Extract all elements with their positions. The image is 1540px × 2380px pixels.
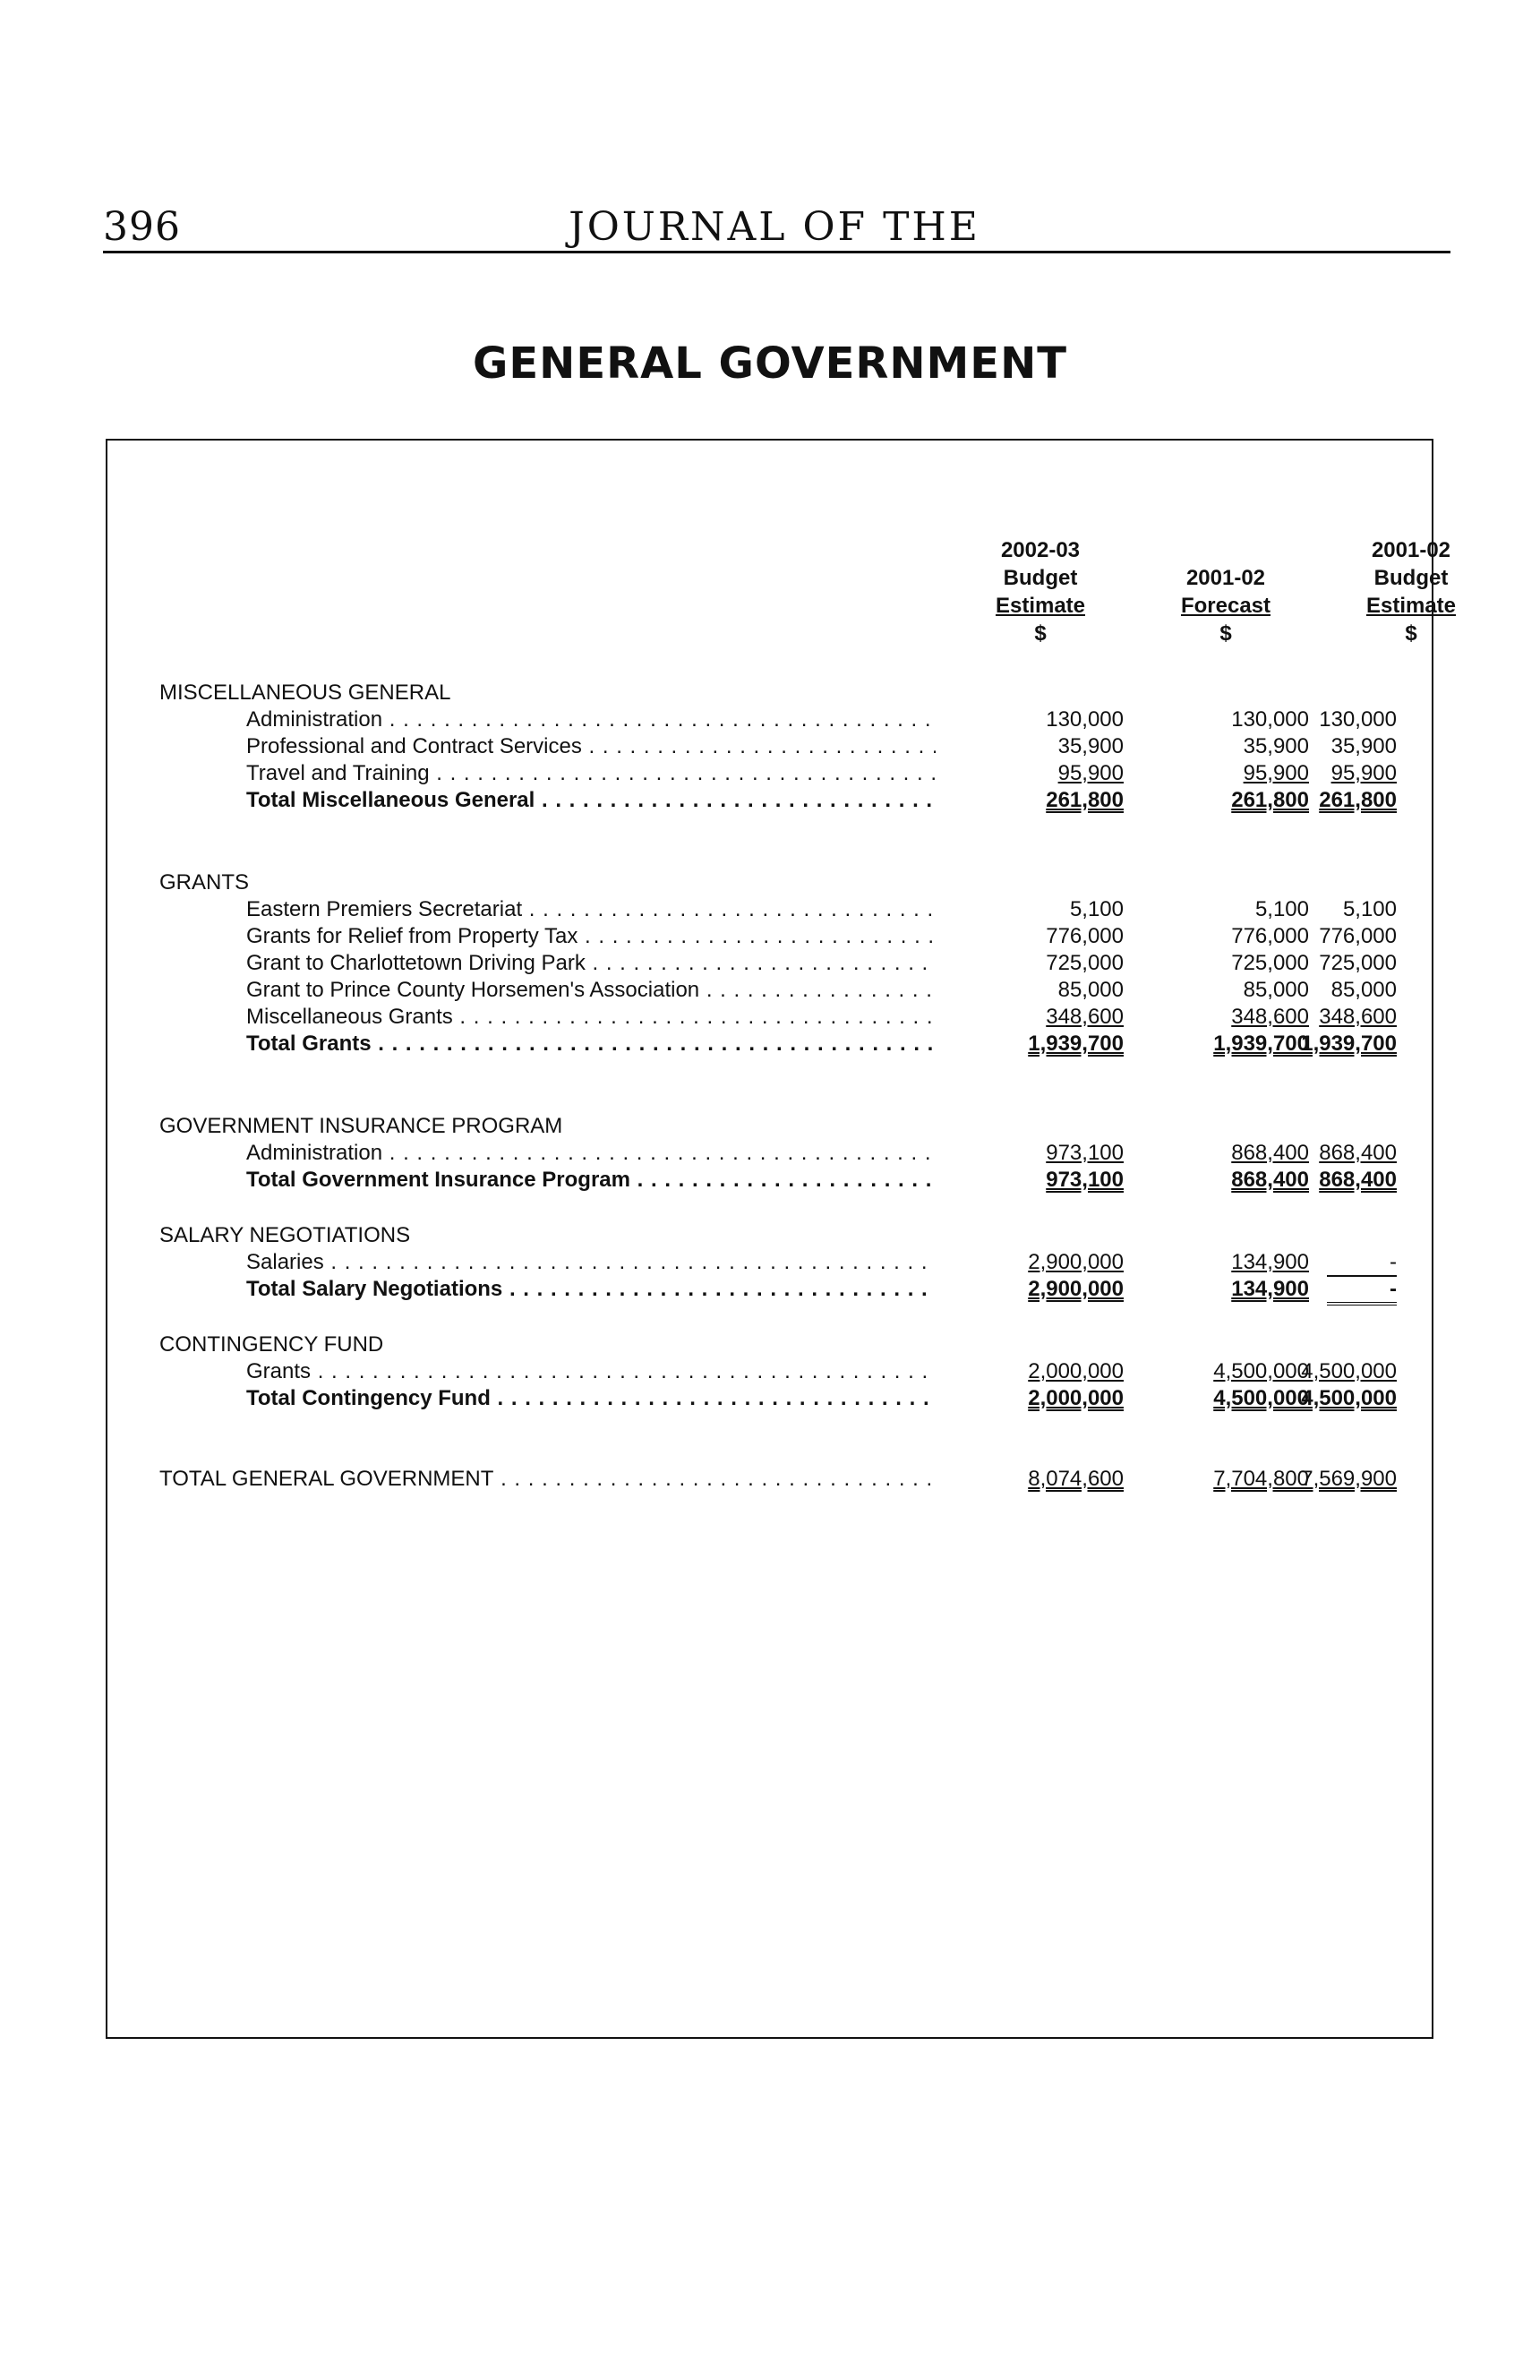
section-title-misc: MISCELLANEOUS GENERAL	[159, 681, 451, 705]
section-heading	[107, 681, 1435, 707]
value-2001-02	[1218, 1250, 1397, 1277]
table-row	[107, 924, 1435, 951]
value-2002-03: 973,100	[1046, 1141, 1124, 1165]
value-2001-02: 4,500,000	[1301, 1359, 1397, 1383]
total-label: Total Salary Negotiations . . .	[246, 1277, 936, 1302]
total-2001-02: 1,939,700	[1301, 1032, 1397, 1056]
total-2001-02: 261,800	[1319, 788, 1397, 812]
row-label: Grant to Charlottetown Driving Park . . .	[246, 951, 936, 976]
value-2002-03: 776,000	[1046, 924, 1124, 948]
value-2002-03: 130,000	[1046, 707, 1124, 732]
section-heading	[107, 870, 1435, 897]
value-2001-02: 95,900	[1330, 761, 1397, 785]
row-label: Professional and Contract Services . . .	[246, 734, 936, 759]
section-title-salary: SALARY NEGOTIATIONS	[159, 1223, 411, 1247]
total-label: Total Government Insurance Program . . .	[246, 1168, 936, 1193]
value-forecast: 130,000	[1231, 707, 1309, 732]
total-forecast: 134,900	[1231, 1277, 1309, 1301]
value-2002-03: 5,100	[1069, 897, 1124, 921]
value-2002-03: 95,900	[1057, 761, 1124, 785]
grand-total-label: TOTAL GENERAL GOVERNMENT . . .	[159, 1467, 936, 1492]
row-label: Grant to Prince County Horsemen's Association . . .	[246, 978, 936, 1003]
value-2001-02: 85,000	[1330, 978, 1397, 1002]
column-header-line: 2002-03	[1000, 538, 1081, 562]
value-2002-03: 2,900,000	[1028, 1250, 1124, 1274]
total-label: Total Grants . . .	[246, 1032, 936, 1057]
row-label: Salaries . . .	[246, 1250, 936, 1275]
value-forecast: 348,600	[1231, 1005, 1309, 1029]
table-row	[107, 734, 1435, 761]
value-2002-03: 35,900	[1057, 734, 1124, 758]
total-forecast: 261,800	[1231, 788, 1309, 812]
value-forecast: 4,500,000	[1213, 1359, 1309, 1383]
column-header-2001-02-budget	[1295, 536, 1527, 647]
column-header-unit: $	[1219, 621, 1232, 646]
row-label: Grants for Relief from Property Tax . . .	[246, 924, 936, 949]
total-2002-03: 2,000,000	[1028, 1386, 1124, 1410]
total-2002-03: 973,100	[1046, 1168, 1124, 1192]
value-2001-02: 776,000	[1319, 924, 1397, 948]
column-header-line: Budget	[1003, 566, 1078, 590]
total-2002-03: 2,900,000	[1028, 1277, 1124, 1301]
table-row	[107, 978, 1435, 1005]
value-forecast: 725,000	[1231, 951, 1309, 975]
column-header-line: 2001-02	[1371, 538, 1451, 562]
table-row	[107, 1141, 1435, 1168]
total-2002-03: 261,800	[1046, 788, 1124, 812]
total-row	[107, 1168, 1435, 1194]
table-row	[107, 707, 1435, 734]
table-row	[107, 1005, 1435, 1032]
table-row	[107, 951, 1435, 978]
header-rule	[103, 251, 1450, 253]
row-label: Eastern Premiers Secretariat . . .	[246, 897, 936, 922]
nil-dash: -	[1327, 1277, 1397, 1306]
total-forecast: 868,400	[1231, 1168, 1309, 1192]
column-header-unit: $	[1405, 621, 1417, 646]
journal-title: JOURNAL OF THE	[569, 204, 980, 250]
value-2001-02: 35,900	[1330, 734, 1397, 758]
grand-total-row	[107, 1467, 1435, 1494]
value-2001-02: 130,000	[1319, 707, 1397, 732]
total-2001-02: 868,400	[1319, 1168, 1397, 1192]
value-forecast: 5,100	[1254, 897, 1309, 921]
section-heading	[107, 1332, 1435, 1359]
column-header-line: Estimate	[1365, 594, 1457, 618]
section-title-grants: GRANTS	[159, 870, 250, 895]
table-row	[107, 1250, 1435, 1277]
section-heading	[107, 1223, 1435, 1250]
total-2002-03: 1,939,700	[1028, 1032, 1124, 1056]
value-2002-03: 348,600	[1046, 1005, 1124, 1029]
total-2001-02	[1218, 1277, 1397, 1306]
value-2002-03: 725,000	[1046, 951, 1124, 975]
value-forecast: 868,400	[1231, 1141, 1309, 1165]
budget-table	[106, 439, 1457, 2039]
nil-dash: -	[1327, 1250, 1397, 1277]
value-2002-03: 2,000,000	[1028, 1359, 1124, 1383]
section-heading	[107, 1114, 1435, 1141]
grand-total-2001-02: 7,569,900	[1301, 1467, 1397, 1491]
row-label: Travel and Training . . .	[246, 761, 936, 786]
total-row	[107, 1032, 1435, 1058]
running-head	[103, 204, 1446, 249]
total-label: Total Miscellaneous General . . .	[246, 788, 936, 813]
table-row	[107, 897, 1435, 924]
value-2001-02: 868,400	[1319, 1141, 1397, 1165]
value-forecast: 776,000	[1231, 924, 1309, 948]
column-header-line: 2001-02	[1185, 566, 1266, 590]
total-row	[107, 1277, 1435, 1304]
total-row	[107, 1386, 1435, 1413]
total-forecast: 4,500,000	[1213, 1386, 1309, 1410]
grand-total-2002-03: 8,074,600	[1028, 1467, 1124, 1491]
value-2002-03: 85,000	[1057, 978, 1124, 1002]
column-header-line: Forecast	[1180, 594, 1271, 618]
value-forecast: 85,000	[1243, 978, 1309, 1002]
row-label: Administration . . .	[246, 1141, 936, 1166]
value-forecast: 134,900	[1231, 1250, 1309, 1274]
grand-total-forecast: 7,704,800	[1213, 1467, 1309, 1491]
total-label: Total Contingency Fund . . .	[246, 1386, 936, 1411]
table-row	[107, 761, 1435, 788]
value-2001-02: 348,600	[1319, 1005, 1397, 1029]
column-header-line: Budget	[1373, 566, 1449, 590]
section-title-insurance: GOVERNMENT INSURANCE PROGRAM	[159, 1114, 563, 1138]
row-label: Grants . . .	[246, 1359, 936, 1384]
value-2001-02: 5,100	[1342, 897, 1397, 921]
total-row	[107, 788, 1435, 815]
row-label: Miscellaneous Grants . . .	[246, 1005, 936, 1030]
total-2001-02: 4,500,000	[1301, 1386, 1397, 1410]
section-title-contingency: CONTINGENCY FUND	[159, 1332, 384, 1357]
value-forecast: 35,900	[1243, 734, 1309, 758]
value-forecast: 95,900	[1243, 761, 1309, 785]
value-2001-02: 725,000	[1319, 951, 1397, 975]
table-row	[107, 1359, 1435, 1386]
total-forecast: 1,939,700	[1213, 1032, 1309, 1056]
column-header-unit: $	[1034, 621, 1047, 646]
row-label: Administration . . .	[246, 707, 936, 732]
page-title: GENERAL GOVERNMENT	[472, 338, 1067, 389]
column-header-line: Estimate	[995, 594, 1086, 618]
page-number: 396	[103, 204, 181, 250]
